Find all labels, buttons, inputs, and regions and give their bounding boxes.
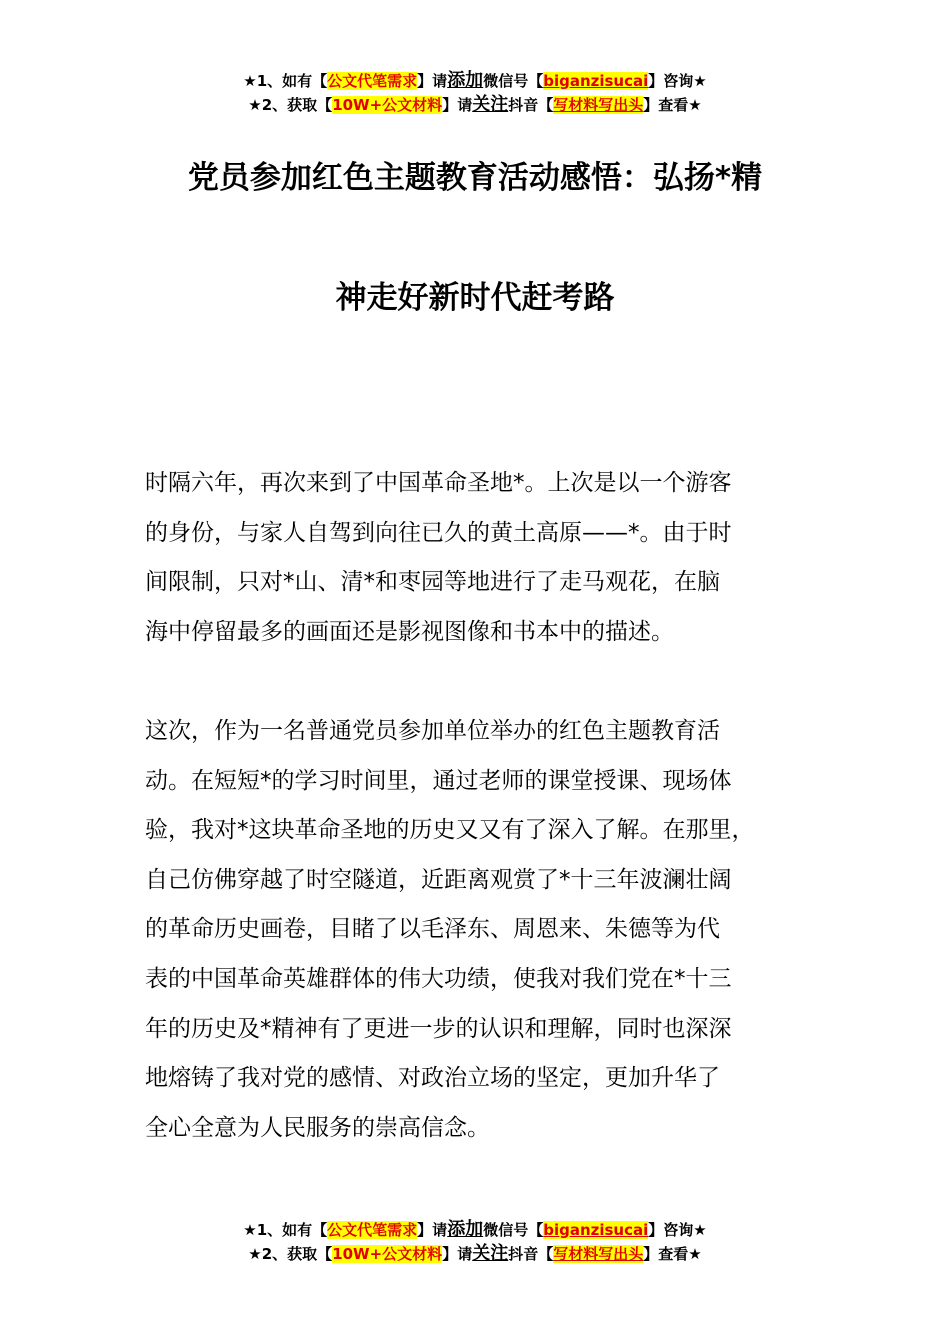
highlight: 公文代笔需求 <box>327 1221 418 1239</box>
highlight: 10W+公文材料 <box>332 96 443 114</box>
highlight: 公文代笔需求 <box>327 72 418 90</box>
paragraph-2: 这次，作为一名普通党员参加单位举办的红色主题教育活 动。在短短*的学习时间里，通过老师的课堂授课、现场体 验，我对*这块革命圣地的历史又又有了深入了解。在那里， 自己仿佛穿越了时空隧道，近距离观赏了*十三年波澜壮阔 的革命历史画卷，目睹了以毛泽东、周恩来、朱德等为代 表的中国革命英雄群体的伟大功绩，使我对我们党在*十三 年的历史及*精神有了更进一步的认识和理解，同时也深深 地熔铸了我对党的感情、对政治立场的坚定，更加升华了 全心全意为人民服务的崇高信念。 <box>145 718 755 1141</box>
title-line-2: 神走好新时代赶考路 <box>335 280 615 316</box>
banner-line-1: ★1、如有【公文代笔需求】请添加微信号【biganzisucai】咨询★ <box>243 70 707 91</box>
douyin-id: 写材料写出头 <box>553 96 644 114</box>
douyin-id: 写材料写出头 <box>553 1245 644 1263</box>
paragraph-1: 时隔六年，再次来到了中国革命圣地*。上次是以一个游客 的身份，与家人自驾到向往已久的黄土高原——*。由于时 间限制，只对*山、清*和枣园等地进行了走马观花，在脑 海中停留最多的画面还是影视图像和书本中的描述。 <box>145 470 732 645</box>
banner-line-2: ★2、获取【10W+公文材料】请关注抖音【写材料写出头】查看★ <box>248 1243 702 1264</box>
highlight: 10W+公文材料 <box>332 1245 443 1263</box>
wechat-id: biganzisucai <box>543 72 649 90</box>
banner-line-2: ★2、获取【10W+公文材料】请关注抖音【写材料写出头】查看★ <box>248 94 702 115</box>
header-banner <box>0 69 950 117</box>
wechat-id: biganzisucai <box>543 1221 649 1239</box>
footer-banner <box>0 1218 950 1266</box>
banner-line-1: ★1、如有【公文代笔需求】请添加微信号【biganzisucai】咨询★ <box>243 1219 707 1240</box>
title-line-1: 党员参加红色主题教育活动感悟：弘扬*精 <box>187 160 763 196</box>
